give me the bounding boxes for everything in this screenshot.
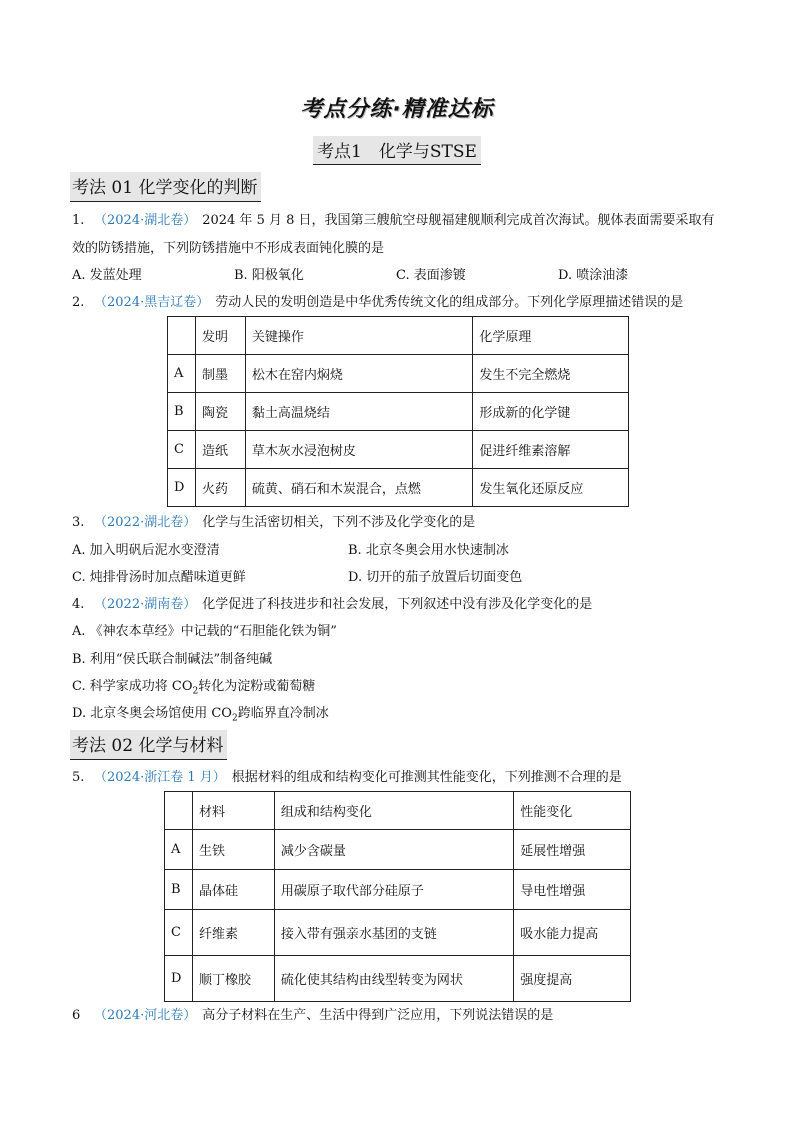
table-cell: D — [168, 469, 196, 507]
question-stem: 高分子材料在生产、生活中得到广泛应用，下列说法错误的是 — [202, 1008, 554, 1023]
question-5 — [72, 766, 622, 785]
option-4a: A. 《神农本草经》中记载的“石胆能化铁为铜” — [72, 624, 337, 639]
header-cell — [168, 317, 196, 355]
table-cell: 制墨 — [195, 355, 245, 393]
question-1-stem-cont: 效的防锈措施，下列防锈措施中不形成表面钝化膜的是 — [72, 241, 385, 256]
question-4 — [72, 593, 592, 612]
table-cell: 强度提高 — [514, 956, 631, 1002]
header-cell: 关键操作 — [245, 317, 472, 355]
question-1 — [72, 209, 715, 228]
question-source: （2022·湖北卷） — [94, 515, 197, 530]
question-6 — [72, 1004, 553, 1023]
question-5-table — [164, 791, 631, 1002]
table-cell: B — [165, 870, 193, 910]
option-1b: B. 阳极氧化 — [234, 268, 304, 283]
subscript: 2 — [231, 713, 238, 724]
table-header-row — [168, 317, 629, 355]
question-stem: 化学促进了科技进步和社会发展，下列叙述中没有涉及化学变化的是 — [202, 597, 593, 612]
table-cell: 顺丁橡胶 — [192, 956, 274, 1002]
question-source: （2024·河北卷） — [94, 1008, 197, 1023]
table-cell: 松木在窑内焖烧 — [245, 355, 472, 393]
table-cell: 造纸 — [195, 431, 245, 469]
table-cell: 晶体硅 — [192, 870, 274, 910]
question-source: （2024·浙江卷 1 月） — [94, 770, 226, 785]
table-row — [165, 910, 631, 956]
option-1c: C. 表面渗镀 — [396, 268, 466, 283]
table-cell: A — [168, 355, 196, 393]
option-4d — [72, 702, 329, 724]
option-text: 转化为淀粉或葡萄糖 — [198, 679, 316, 694]
header-cell: 材料 — [192, 792, 274, 830]
question-source: （2022·湖南卷） — [94, 597, 197, 612]
table-cell: A — [165, 830, 193, 870]
table-cell: 形成新的化学键 — [473, 393, 629, 431]
question-number: 3. — [72, 515, 85, 530]
table-header-row — [165, 792, 631, 830]
table-cell: C — [168, 431, 196, 469]
table-cell: B — [168, 393, 196, 431]
table-cell: 用碳原子取代部分硅原子 — [274, 870, 513, 910]
table-cell: 草木灰水浸泡树皮 — [245, 431, 472, 469]
table-cell: 硫化使其结构由线型转变为网状 — [274, 956, 513, 1002]
question-3 — [72, 511, 475, 530]
table-row — [168, 355, 629, 393]
table-cell: 促进纤维素溶解 — [473, 431, 629, 469]
question-source: （2024·黑吉辽卷） — [94, 295, 210, 310]
question-stem: 2024 年 5 月 8 日，我国第三艘航空母舰福建舰顺利完成首次海试。舰体表面需要采取有 — [202, 213, 715, 228]
question-stem: 根据材料的组成和结构变化可推测其性能变化，下列推测不合理的是 — [231, 770, 622, 785]
question-stem: 化学与生活密切相关，下列不涉及化学变化的是 — [202, 515, 476, 530]
option-1d: D. 喷涂油漆 — [558, 268, 629, 283]
table-cell: D — [165, 956, 193, 1002]
table-row — [168, 393, 629, 431]
page-banner: 考点分练·精准达标 — [300, 97, 494, 122]
table-cell: 生铁 — [192, 830, 274, 870]
table-row — [165, 956, 631, 1002]
header-cell: 组成和结构变化 — [274, 792, 513, 830]
option-3a: A. 加入明矾后泥水变澄清 — [72, 543, 220, 558]
table-cell: C — [165, 910, 193, 956]
table-cell: 发生氧化还原反应 — [473, 469, 629, 507]
table-cell: 黏土高温烧结 — [245, 393, 472, 431]
table-row — [168, 469, 629, 507]
question-source: （2024·湖北卷） — [94, 213, 197, 228]
table-row — [168, 431, 629, 469]
table-row — [165, 830, 631, 870]
option-text: C. 科学家成功将 CO — [72, 679, 193, 694]
table-cell: 延展性增强 — [514, 830, 631, 870]
option-3b: B. 北京冬奥会用水快速制冰 — [348, 543, 509, 558]
table-cell: 陶瓷 — [195, 393, 245, 431]
table-cell: 纤维素 — [192, 910, 274, 956]
question-stem: 劳动人民的发明创造是中华优秀传统文化的组成部分。下列化学原理描述错误的是 — [215, 295, 684, 310]
header-cell: 性能变化 — [514, 792, 631, 830]
question-2 — [72, 291, 683, 310]
table-cell: 硫黄、硝石和木炭混合，点燃 — [245, 469, 472, 507]
question-2-table — [167, 316, 629, 507]
table-cell: 发生不完全燃烧 — [473, 355, 629, 393]
option-1a: A. 发蓝处理 — [72, 268, 142, 283]
section-title: 考点1 化学与STSE — [313, 136, 481, 165]
table-cell: 减少含碳量 — [274, 830, 513, 870]
question-number: 4. — [72, 597, 85, 612]
table-cell: 接入带有强亲水基团的支链 — [274, 910, 513, 956]
table-row — [165, 870, 631, 910]
question-number: 1. — [72, 213, 85, 228]
method-heading-2: 考法 02 化学与材料 — [70, 730, 227, 760]
option-3c: C. 炖排骨汤时加点醋味道更鲜 — [72, 570, 246, 585]
option-4c — [72, 675, 315, 697]
question-number: 2. — [72, 295, 85, 310]
header-cell — [165, 792, 193, 830]
subscript: 2 — [192, 686, 199, 697]
option-3d: D. 切开的茄子放置后切面变色 — [348, 570, 523, 585]
table-cell: 吸水能力提高 — [514, 910, 631, 956]
section-title-wrap — [0, 136, 794, 165]
question-number: 5. — [72, 770, 85, 785]
option-4b: B. 利用“侯氏联合制碱法”制备纯碱 — [72, 652, 273, 667]
question-number: 6 — [72, 1008, 81, 1023]
option-text: 跨临界直冷制冰 — [237, 706, 329, 721]
method-heading-1: 考法 01 化学变化的判断 — [70, 172, 261, 202]
header-cell: 发明 — [195, 317, 245, 355]
header-cell: 化学原理 — [473, 317, 629, 355]
option-text: D. 北京冬奥会场馆使用 CO — [72, 706, 232, 721]
table-cell: 火药 — [195, 469, 245, 507]
table-cell: 导电性增强 — [514, 870, 631, 910]
